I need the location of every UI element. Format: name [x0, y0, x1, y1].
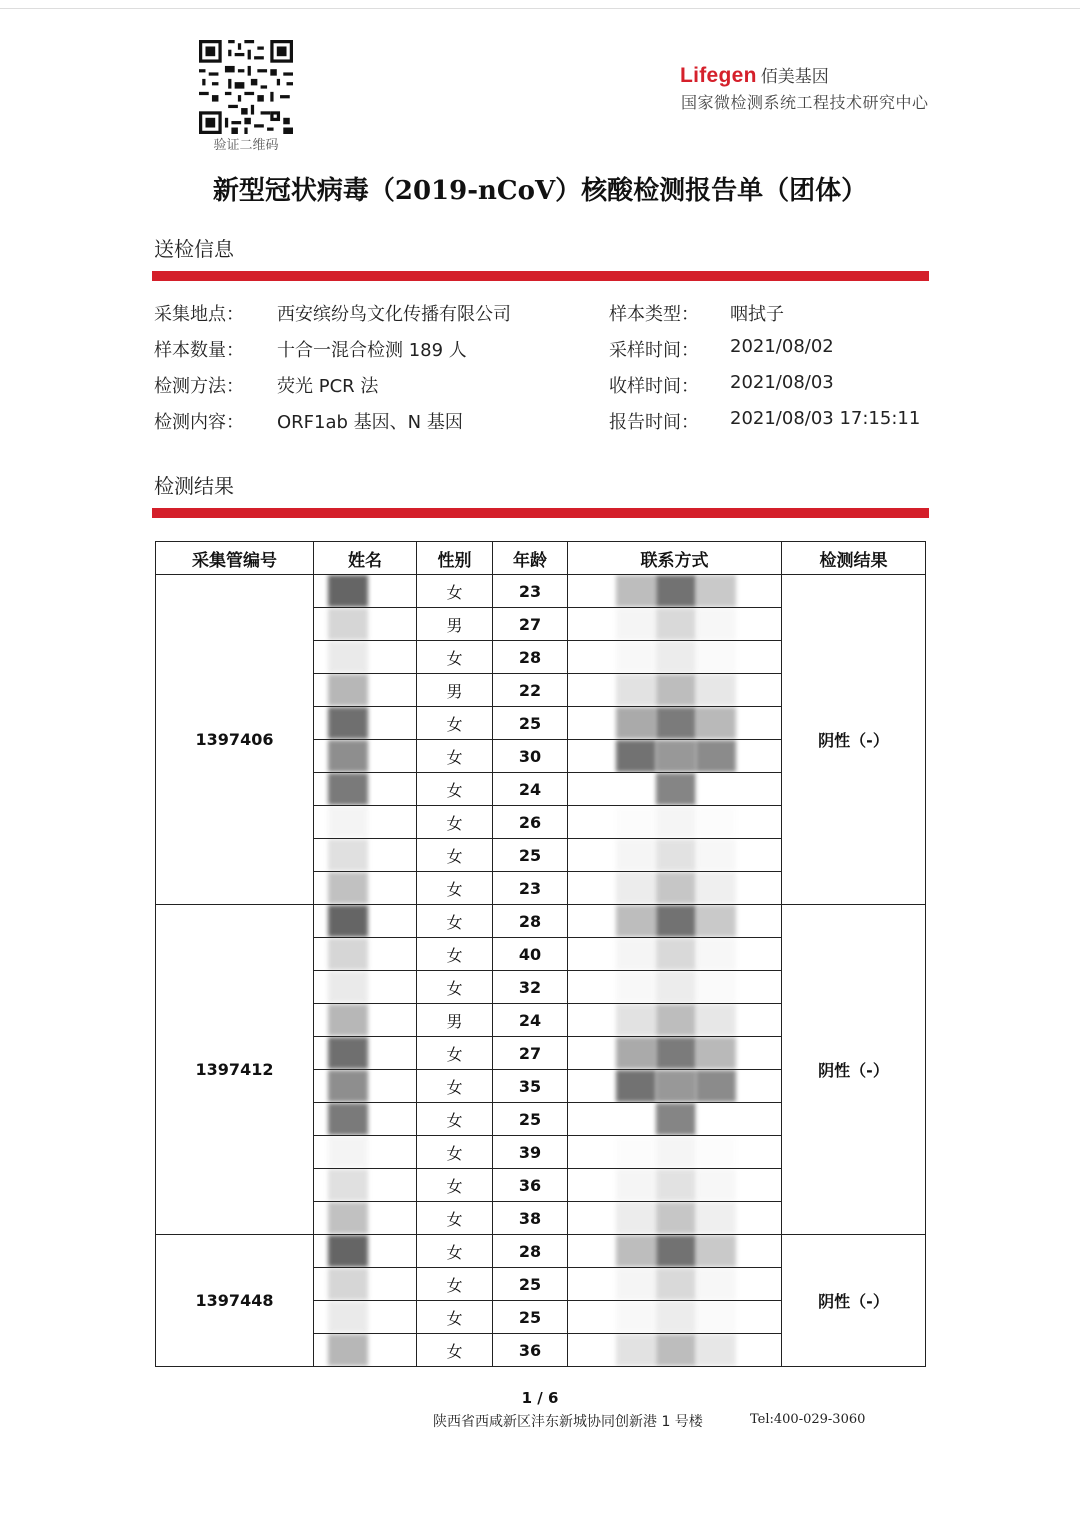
redaction-blur: [696, 1334, 736, 1366]
age-cell: 27: [493, 1037, 568, 1070]
redaction-blur: [616, 773, 656, 805]
redaction-blur: [656, 773, 696, 805]
age-cell: 25: [493, 1268, 568, 1301]
brand-logo: [680, 62, 829, 88]
info-value: 2021/08/02: [730, 336, 834, 357]
contact-cell-redacted: [568, 740, 782, 773]
sex-cell: 女: [417, 575, 493, 608]
info-label: 检测内容：: [154, 412, 244, 433]
age-cell: 26: [493, 806, 568, 839]
contact-cell-redacted: [568, 773, 782, 806]
redaction-blur: [696, 905, 736, 937]
tube-id-cell: 1397406: [156, 575, 314, 905]
redaction-blur: [616, 1301, 656, 1333]
redaction-blur: [656, 971, 696, 1003]
redaction-blur: [656, 839, 696, 871]
redaction-blur: [696, 1169, 736, 1201]
sex-cell: 女: [417, 806, 493, 839]
contact-cell-redacted: [568, 674, 782, 707]
redaction-blur: [328, 1334, 368, 1366]
redaction-blur: [328, 641, 368, 673]
contact-cell-redacted: [568, 1136, 782, 1169]
age-cell: 39: [493, 1136, 568, 1169]
name-cell-redacted: [314, 707, 417, 740]
table-row: [156, 905, 926, 938]
contact-cell-redacted: [568, 1334, 782, 1367]
name-cell-redacted: [314, 971, 417, 1004]
redaction-blur: [696, 1103, 736, 1135]
redaction-blur: [656, 740, 696, 772]
name-cell-redacted: [314, 1037, 417, 1070]
brand-name-cn: 佰美基因: [760, 67, 829, 87]
info-value: 咽拭子: [730, 304, 784, 325]
sex-cell: 女: [417, 641, 493, 674]
redaction-blur: [616, 1136, 656, 1168]
redaction-blur: [328, 806, 368, 838]
info-label: 采样时间：: [609, 340, 699, 361]
sex-cell: 女: [417, 1103, 493, 1136]
age-cell: 32: [493, 971, 568, 1004]
contact-cell-redacted: [568, 971, 782, 1004]
contact-cell-redacted: [568, 707, 782, 740]
redaction-blur: [696, 1235, 736, 1267]
redaction-blur: [656, 905, 696, 937]
redaction-blur: [656, 1037, 696, 1069]
redaction-blur: [696, 707, 736, 739]
redaction-blur: [696, 1136, 736, 1168]
redaction-blur: [696, 971, 736, 1003]
age-cell: 25: [493, 839, 568, 872]
contact-cell-redacted: [568, 1004, 782, 1037]
sex-cell: 女: [417, 707, 493, 740]
sex-cell: 女: [417, 938, 493, 971]
redaction-blur: [328, 872, 368, 904]
name-cell-redacted: [314, 773, 417, 806]
redaction-blur: [656, 641, 696, 673]
redaction-blur: [656, 1004, 696, 1036]
age-cell: 28: [493, 905, 568, 938]
table-row: [156, 575, 926, 608]
age-cell: 30: [493, 740, 568, 773]
redaction-blur: [616, 1004, 656, 1036]
redaction-blur: [696, 1070, 736, 1102]
redaction-blur: [328, 1037, 368, 1069]
redaction-blur: [696, 1004, 736, 1036]
sex-cell: 女: [417, 971, 493, 1004]
redaction-blur: [616, 1037, 656, 1069]
redaction-blur: [616, 641, 656, 673]
redaction-blur: [656, 1268, 696, 1300]
name-cell-redacted: [314, 674, 417, 707]
header-age: 年龄: [493, 542, 568, 575]
name-cell-redacted: [314, 1301, 417, 1334]
sex-cell: 女: [417, 905, 493, 938]
redaction-blur: [328, 674, 368, 706]
sex-cell: 男: [417, 674, 493, 707]
redaction-blur: [328, 938, 368, 970]
age-cell: 35: [493, 1070, 568, 1103]
age-cell: 24: [493, 1004, 568, 1037]
sex-cell: 男: [417, 608, 493, 641]
name-cell-redacted: [314, 1268, 417, 1301]
redaction-blur: [656, 674, 696, 706]
sex-cell: 女: [417, 1169, 493, 1202]
redaction-blur: [616, 1103, 656, 1135]
name-cell-redacted: [314, 740, 417, 773]
contact-cell-redacted: [568, 905, 782, 938]
redaction-blur: [696, 1268, 736, 1300]
redaction-blur: [616, 608, 656, 640]
section-divider: [152, 271, 929, 281]
age-cell: 23: [493, 872, 568, 905]
redaction-blur: [656, 1169, 696, 1201]
redaction-blur: [696, 1037, 736, 1069]
name-cell-redacted: [314, 905, 417, 938]
contact-cell-redacted: [568, 1235, 782, 1268]
redaction-blur: [328, 608, 368, 640]
redaction-blur: [656, 872, 696, 904]
name-cell-redacted: [314, 1169, 417, 1202]
age-cell: 36: [493, 1169, 568, 1202]
info-label: 样本数量：: [154, 340, 244, 361]
header-contact: 联系方式: [568, 542, 782, 575]
redaction-blur: [328, 707, 368, 739]
contact-cell-redacted: [568, 1103, 782, 1136]
redaction-blur: [616, 905, 656, 937]
contact-cell-redacted: [568, 1169, 782, 1202]
redaction-blur: [696, 938, 736, 970]
redaction-blur: [328, 1235, 368, 1267]
sex-cell: 女: [417, 1202, 493, 1235]
sex-cell: 女: [417, 740, 493, 773]
footer-address: 陕西省西咸新区沣东新城协同创新港 1 号楼: [433, 1414, 703, 1430]
redaction-blur: [616, 872, 656, 904]
page-number: 1 / 6: [521, 1389, 559, 1407]
age-cell: 28: [493, 641, 568, 674]
contact-cell-redacted: [568, 1202, 782, 1235]
age-cell: 24: [493, 773, 568, 806]
redaction-blur: [696, 806, 736, 838]
redaction-blur: [616, 674, 656, 706]
redaction-blur: [616, 1070, 656, 1102]
contact-cell-redacted: [568, 608, 782, 641]
name-cell-redacted: [314, 1235, 417, 1268]
redaction-blur: [328, 1004, 368, 1036]
top-rule: [0, 8, 1080, 9]
section-title-submission: 送检信息: [154, 237, 234, 261]
redaction-blur: [696, 674, 736, 706]
name-cell-redacted: [314, 938, 417, 971]
redaction-blur: [328, 971, 368, 1003]
redaction-blur: [696, 773, 736, 805]
name-cell-redacted: [314, 1004, 417, 1037]
age-cell: 40: [493, 938, 568, 971]
redaction-blur: [696, 575, 736, 607]
name-cell-redacted: [314, 839, 417, 872]
redaction-blur: [616, 839, 656, 871]
age-cell: 25: [493, 707, 568, 740]
contact-cell-redacted: [568, 1070, 782, 1103]
age-cell: 25: [493, 1103, 568, 1136]
age-cell: 38: [493, 1202, 568, 1235]
redaction-blur: [656, 608, 696, 640]
sex-cell: 女: [417, 1268, 493, 1301]
redaction-blur: [696, 608, 736, 640]
info-value: 十合一混合检测 189 人: [277, 340, 467, 361]
sex-cell: 女: [417, 773, 493, 806]
age-cell: 28: [493, 1235, 568, 1268]
redaction-blur: [328, 1268, 368, 1300]
header-tube-id: 采集管编号: [156, 542, 314, 575]
sex-cell: 女: [417, 872, 493, 905]
tube-id-cell: 1397448: [156, 1235, 314, 1367]
contact-cell-redacted: [568, 839, 782, 872]
sex-cell: 女: [417, 1235, 493, 1268]
redaction-blur: [696, 872, 736, 904]
redaction-blur: [616, 938, 656, 970]
info-label: 收样时间：: [609, 376, 699, 397]
age-cell: 23: [493, 575, 568, 608]
contact-cell-redacted: [568, 938, 782, 971]
redaction-blur: [328, 740, 368, 772]
redaction-blur: [616, 1202, 656, 1234]
test-result-cell: 阴性（-）: [782, 1235, 926, 1367]
redaction-blur: [328, 1169, 368, 1201]
redaction-blur: [656, 1235, 696, 1267]
contact-cell-redacted: [568, 1268, 782, 1301]
redaction-blur: [656, 1301, 696, 1333]
redaction-blur: [616, 806, 656, 838]
info-label: 采集地点：: [154, 304, 244, 325]
sex-cell: 女: [417, 839, 493, 872]
redaction-blur: [328, 1136, 368, 1168]
report-title: 新型冠状病毒（2019-nCoV）核酸检测报告单（团体）: [212, 176, 868, 206]
info-value: 2021/08/03: [730, 372, 834, 393]
brand-name-en: Lifegen: [680, 64, 757, 87]
table-row: [156, 1235, 926, 1268]
redaction-blur: [616, 1334, 656, 1366]
contact-cell-redacted: [568, 806, 782, 839]
redaction-blur: [696, 839, 736, 871]
info-value: ORF1ab 基因、N 基因: [277, 412, 463, 433]
header-sex: 性别: [417, 542, 493, 575]
sex-cell: 女: [417, 1037, 493, 1070]
name-cell-redacted: [314, 806, 417, 839]
contact-cell-redacted: [568, 1301, 782, 1334]
name-cell-redacted: [314, 1202, 417, 1235]
results-table: [155, 541, 926, 1367]
section-divider: [152, 508, 929, 518]
redaction-blur: [328, 575, 368, 607]
contact-cell-redacted: [568, 575, 782, 608]
redaction-blur: [656, 1070, 696, 1102]
info-value: 西安缤纷鸟文化传播有限公司: [277, 304, 511, 325]
qr-code-icon: [199, 40, 293, 134]
section-title-results: 检测结果: [154, 474, 234, 498]
redaction-blur: [696, 1301, 736, 1333]
contact-cell-redacted: [568, 641, 782, 674]
redaction-blur: [696, 1202, 736, 1234]
name-cell-redacted: [314, 641, 417, 674]
redaction-blur: [328, 1103, 368, 1135]
age-cell: 22: [493, 674, 568, 707]
redaction-blur: [616, 1169, 656, 1201]
info-label: 报告时间：: [609, 412, 699, 433]
age-cell: 36: [493, 1334, 568, 1367]
info-value: 荧光 PCR 法: [277, 376, 379, 397]
sex-cell: 女: [417, 1301, 493, 1334]
sex-cell: 女: [417, 1136, 493, 1169]
redaction-blur: [656, 707, 696, 739]
redaction-blur: [656, 806, 696, 838]
redaction-blur: [328, 1202, 368, 1234]
age-cell: 27: [493, 608, 568, 641]
redaction-blur: [616, 575, 656, 607]
name-cell-redacted: [314, 1070, 417, 1103]
redaction-blur: [656, 1202, 696, 1234]
redaction-blur: [656, 1103, 696, 1135]
redaction-blur: [616, 1268, 656, 1300]
info-value: 2021/08/03 17:15:11: [730, 408, 921, 429]
info-label: 样本类型：: [609, 304, 699, 325]
test-result-cell: 阴性（-）: [782, 905, 926, 1235]
sex-cell: 女: [417, 1334, 493, 1367]
redaction-blur: [696, 740, 736, 772]
name-cell-redacted: [314, 608, 417, 641]
age-cell: 25: [493, 1301, 568, 1334]
name-cell-redacted: [314, 1103, 417, 1136]
redaction-blur: [656, 1334, 696, 1366]
redaction-blur: [328, 1070, 368, 1102]
redaction-blur: [616, 707, 656, 739]
sex-cell: 男: [417, 1004, 493, 1037]
redaction-blur: [616, 971, 656, 1003]
sex-cell: 女: [417, 1070, 493, 1103]
name-cell-redacted: [314, 872, 417, 905]
redaction-blur: [616, 740, 656, 772]
brand-subtitle: 国家微检测系统工程技术研究中心: [681, 93, 929, 112]
name-cell-redacted: [314, 1334, 417, 1367]
qr-caption: 验证二维码: [213, 138, 279, 153]
test-result-cell: 阴性（-）: [782, 575, 926, 905]
header-name: 姓名: [314, 542, 417, 575]
redaction-blur: [656, 1136, 696, 1168]
redaction-blur: [328, 773, 368, 805]
redaction-blur: [616, 1235, 656, 1267]
table-header-row: [156, 542, 926, 575]
contact-cell-redacted: [568, 872, 782, 905]
redaction-blur: [328, 1301, 368, 1333]
redaction-blur: [656, 575, 696, 607]
header-result: 检测结果: [782, 542, 926, 575]
name-cell-redacted: [314, 575, 417, 608]
redaction-blur: [696, 641, 736, 673]
name-cell-redacted: [314, 1136, 417, 1169]
contact-cell-redacted: [568, 1037, 782, 1070]
tube-id-cell: 1397412: [156, 905, 314, 1235]
footer-tel: Tel:400-029-3060: [750, 1412, 866, 1427]
redaction-blur: [328, 905, 368, 937]
info-label: 检测方法：: [154, 376, 244, 397]
redaction-blur: [656, 938, 696, 970]
redaction-blur: [328, 839, 368, 871]
